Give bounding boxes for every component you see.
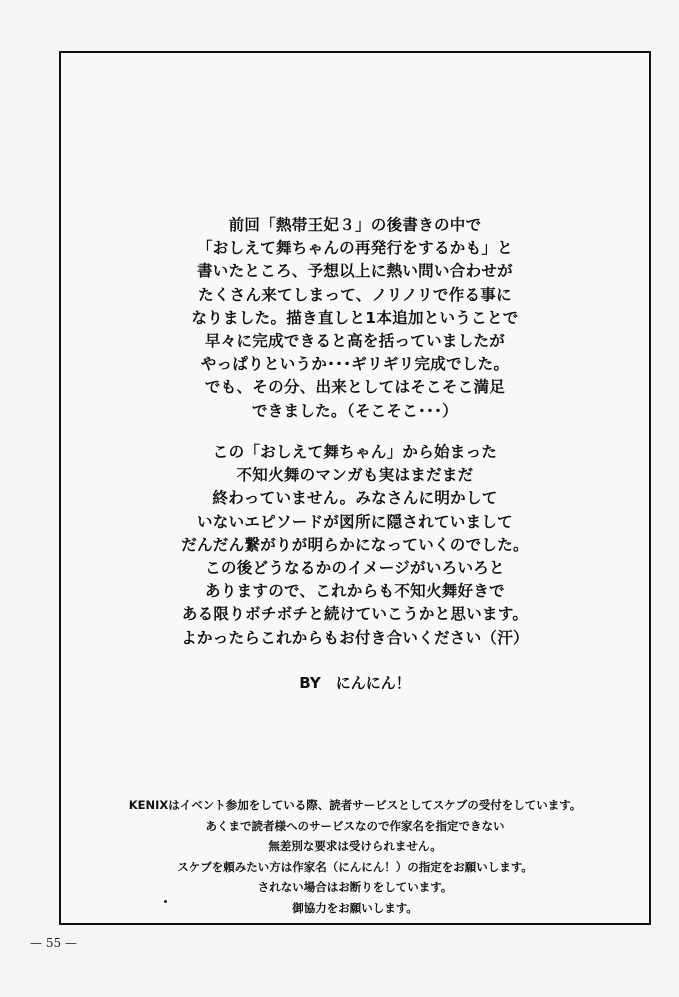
text-line: ありますので、これからも不知火舞好きで — [205, 582, 505, 601]
stray-dot-mark — [164, 900, 167, 903]
afterword-paragraph-1 — [61, 214, 649, 423]
text-line: できました。（そこそこ･･･） — [251, 401, 458, 420]
text-line: なりました。描き直しと1本追加ということで — [191, 308, 519, 327]
text-line: でも、その分、出来としてはそこそこ満足 — [204, 378, 506, 397]
text-line: 「おしえて舞ちゃんの再発行をするかも」と — [196, 239, 513, 258]
notice-line: されない場合はお断りをしています。 — [257, 880, 453, 894]
text-line: たくさん来てしまって、ノリノリで作る事に — [198, 285, 512, 304]
afterword-paragraph-2 — [61, 441, 649, 650]
text-line: だんだん繋がりが明らかになっていくのでした。 — [181, 535, 529, 554]
page-frame — [59, 51, 651, 925]
text-line: いないエピソードが図所に隠されていまして — [196, 512, 513, 531]
notice-line: KENIXはイベント参加をしている際、読者サービスとしてスケブの受付をしています。 — [128, 798, 582, 812]
text-line: ある限りボチボチと続けていこうかと思います。 — [181, 605, 529, 624]
text-line: この後どうなるかのイメージがいろいろと — [205, 559, 505, 578]
text-line: この「おしえて舞ちゃん」から始まった — [212, 443, 498, 461]
text-line: 不知火舞のマンガも実はまだまだ — [236, 466, 474, 485]
author-signature: BY にんにん！ — [299, 674, 411, 692]
page-number: — 55 — — [30, 936, 77, 950]
text-line: 終わっていません。みなさんに明かして — [212, 489, 498, 508]
notice-line: スケブを頼みたい方は作家名（にんにん！）の指定をお願いします。 — [177, 859, 533, 874]
notice-line: 御協力をお願いします。 — [292, 900, 418, 915]
text-line: よかったらこれからもお付き合いください（汗） — [181, 628, 529, 647]
notice-line: あくまで読者様へのサービスなので作家名を指定できない — [205, 818, 505, 833]
text-line: 書いたところ、予想以上に熱い問い合わせが — [196, 262, 513, 281]
text-line: 早々に完成できると高を括っていましたが — [204, 332, 506, 351]
sketchbook-notice — [61, 795, 649, 918]
text-line: 前回「熱帯王妃３」の後書きの中で — [228, 216, 482, 234]
notice-line: 無差別な要求は受けられません。 — [268, 839, 442, 853]
text-line: やっぱりというか･･･ギリギリ完成でした。 — [200, 355, 510, 374]
